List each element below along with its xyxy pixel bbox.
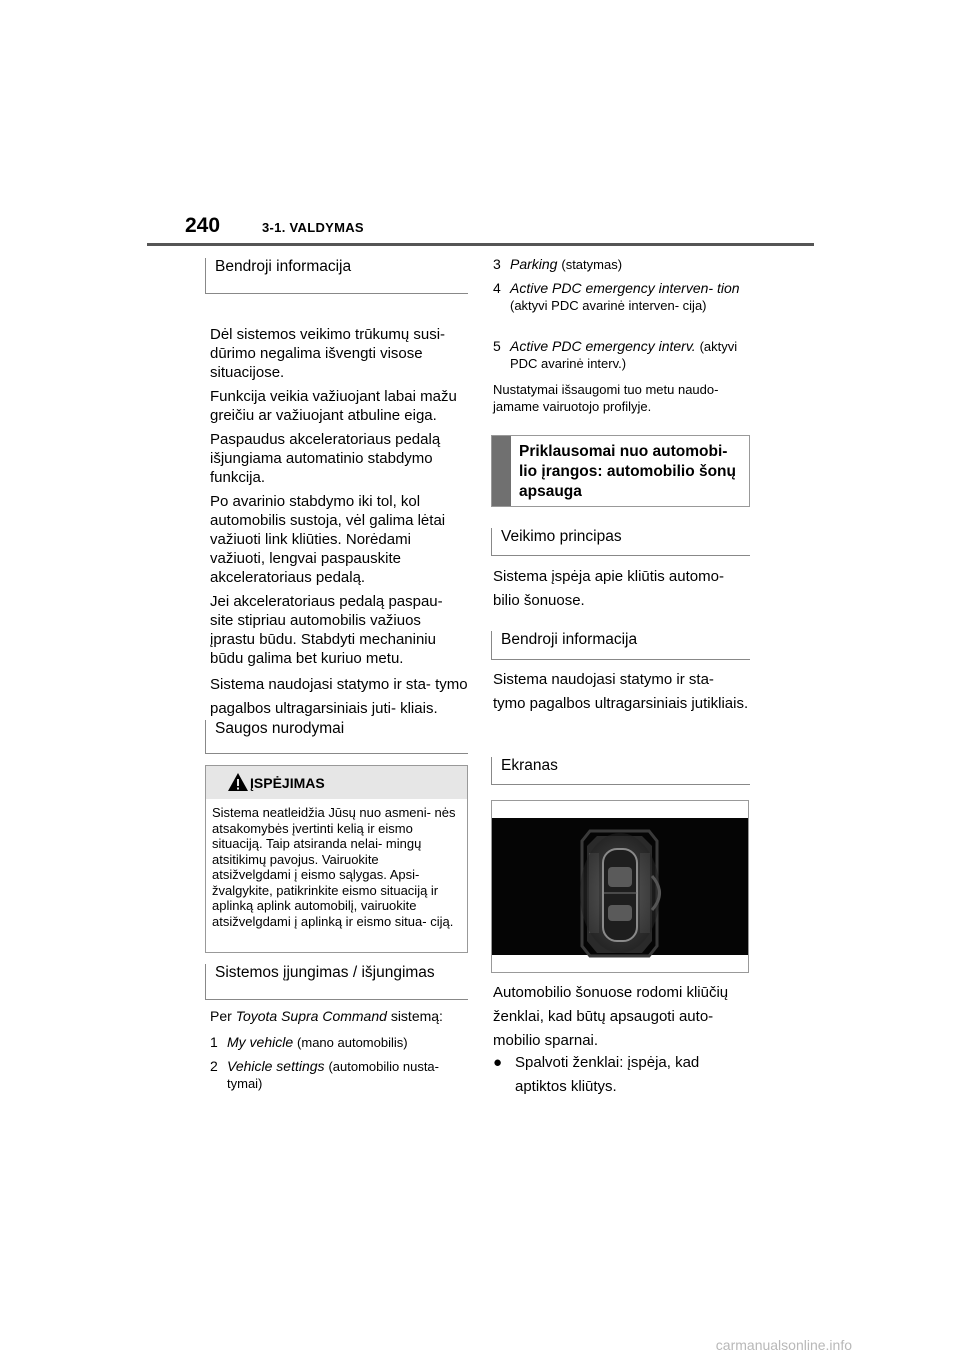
step-translation: (automobilio nusta- tymai) bbox=[227, 1059, 439, 1091]
section-heading-label: Veikimo principas bbox=[501, 528, 622, 545]
gray-section-box bbox=[491, 435, 750, 507]
profile-note: Nustatymai išsaugomi tuo metu naudo- jamame vairuotojo profilyje. bbox=[493, 382, 719, 414]
warning-triangle-icon bbox=[227, 772, 249, 792]
chapter-title: 3-1. VALDYMAS bbox=[262, 220, 364, 235]
warning-box bbox=[205, 765, 468, 953]
bullet-text: Spalvoti ženklai: įspėja, kad aptiktos kliūtys. bbox=[515, 1054, 700, 1095]
paragraph: Funkcija veikia važiuojant labai mažu greičiu ar važiuojant atbuline eiga. bbox=[210, 388, 457, 424]
step-4 bbox=[493, 280, 749, 314]
section-heading-general-right bbox=[491, 631, 750, 660]
per-suffix: sistemą: bbox=[390, 1008, 443, 1024]
warning-header bbox=[206, 766, 467, 799]
step-number: 5 bbox=[493, 338, 501, 354]
screen-text: Automobilio šonuose rodomi kliūčių ženklai, kad būtų apsaugoti auto- mobilio sparnai. bbox=[493, 984, 729, 1049]
section-heading-label: Bendroji informacija bbox=[215, 258, 352, 275]
section-heading-general bbox=[205, 258, 468, 294]
section-heading-label: Sistemos įjungimas / išjungimas bbox=[215, 964, 435, 981]
watermark: carmanualsonline.info bbox=[715, 1337, 852, 1353]
per-prefix: Per bbox=[210, 1008, 232, 1024]
bullet-item bbox=[493, 1051, 749, 1099]
section-heading-switch bbox=[205, 964, 468, 1000]
section-heading-label: Ekranas bbox=[501, 757, 558, 774]
step-5 bbox=[493, 338, 749, 372]
car-side-protection-illustration bbox=[492, 801, 748, 972]
paragraph: Dėl sistemos veikimo trūkumų susi- dūrimo negalima išvengti visose situacijose. bbox=[210, 326, 446, 381]
section-heading-safety bbox=[205, 720, 468, 754]
step-translation: (aktyvi PDC avarinė interv.) bbox=[510, 339, 738, 371]
step-number: 2 bbox=[210, 1058, 218, 1074]
paragraph: Sistema naudojasi statymo ir sta- tymo pagalbos ultragarsiniais juti- kliais. bbox=[210, 676, 468, 717]
paragraph: Jei akceleratoriaus pedalą paspau- site stipriau automobilis važiuos įprastu būdu. Stabdyti mechaniniu būdu galima bet kuriuo metu. bbox=[210, 593, 443, 667]
step-menu-item: My vehicle bbox=[227, 1034, 294, 1050]
step-number: 3 bbox=[493, 256, 501, 272]
step-menu-item: Active PDC emergency interv. bbox=[510, 338, 696, 354]
section-heading-screen bbox=[491, 757, 750, 785]
general-text: Sistema naudojasi statymo ir sta- tymo pagalbos ultragarsiniais jutikliais. bbox=[493, 671, 749, 712]
step-translation: (aktyvi PDC avarinė interven- cija) bbox=[510, 298, 707, 313]
page-number: 240 bbox=[185, 214, 221, 237]
step-number: 1 bbox=[210, 1034, 218, 1050]
step-2 bbox=[210, 1058, 468, 1092]
step-translation: (statymas) bbox=[561, 257, 623, 272]
header-rule bbox=[147, 243, 814, 246]
principle-text: Sistema įspėja apie kliūtis automo- bilio šonuose. bbox=[493, 568, 724, 609]
warning-text: Sistema neatleidžia Jūsų nuo asmeni- nės atsakomybės įvertinti kelią ir eismo situaciją. Taip atsiranda nelai- mingų atsitikimų pavojus. Vairuokite atsižvelgdami į eismo sąlygas. Apsi- žvalgykite, patikrinkite eismo situaciją ir aplinką aplink automobilį, vairuokite atsižvelgdami į aplinką ir eismo situa- ciją. bbox=[212, 805, 456, 929]
gray-section-heading: Priklausomai nuo automobi- lio įrangos: automobilio šonų apsauga bbox=[519, 443, 736, 500]
step-menu-item: Vehicle settings bbox=[227, 1058, 325, 1074]
bullet-dot-icon: ● bbox=[493, 1054, 503, 1071]
step-number: 4 bbox=[493, 280, 501, 296]
per-line bbox=[210, 1008, 468, 1025]
section-heading-label: Bendroji informacija bbox=[501, 631, 638, 648]
step-menu-item: Active PDC emergency interven- tion bbox=[510, 280, 740, 296]
step-1 bbox=[210, 1034, 468, 1051]
paragraph: Po avarinio stabdymo iki tol, kol automobilis sustoja, vėl galima lėtai važiuoti link kliūties. Norėdami važiuoti, lengvai paspauskite akceleratoriaus pedalą. bbox=[210, 493, 446, 586]
warning-title: ĮSPĖJIMAS bbox=[250, 774, 325, 791]
step-menu-item: Parking bbox=[510, 256, 558, 272]
gray-section-bar bbox=[492, 436, 511, 506]
step-translation: (mano automobilis) bbox=[297, 1035, 408, 1050]
section-heading-label: Saugos nurodymai bbox=[215, 720, 345, 737]
paragraph: Paspaudus akceleratoriaus pedalą išjungiama automatinio stabdymo funkcija. bbox=[210, 431, 441, 486]
section-heading-principle bbox=[491, 528, 750, 556]
per-system-name: Toyota Supra Command bbox=[235, 1008, 387, 1024]
step-3 bbox=[493, 256, 749, 273]
display-image bbox=[491, 800, 749, 973]
left-paragraphs bbox=[210, 325, 468, 721]
